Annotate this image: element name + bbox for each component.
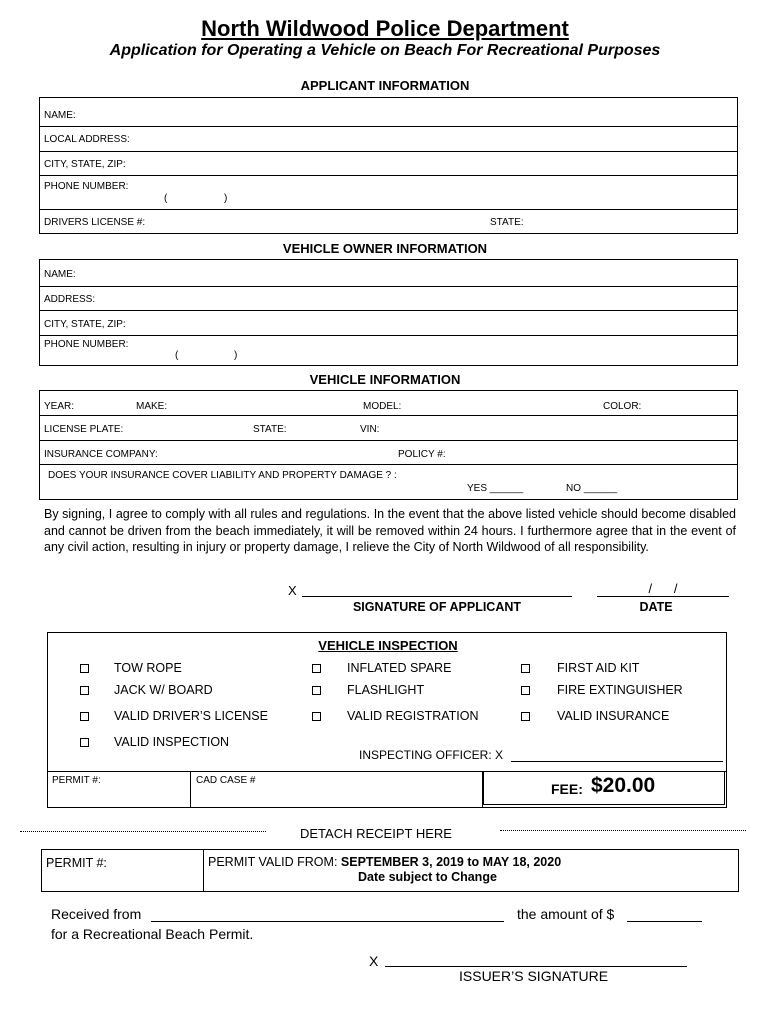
applicant-heading: APPLICANT INFORMATION — [300, 78, 470, 93]
vehicle-plate-label: LICENSE PLATE: — [44, 424, 124, 435]
valid-from-dates: SEPTEMBER 3, 2019 to MAY 18, 2020 — [340, 855, 562, 869]
inspection-fire-extinguisher: FIRE EXTINGUISHER — [557, 683, 683, 697]
issuer-signature-label: ISSUER’S SIGNATURE — [459, 968, 609, 984]
owner-address-label: ADDRESS: — [44, 294, 96, 305]
inspection-first-aid-kit: FIRST AID KIT — [557, 661, 640, 675]
inspection-heading: VEHICLE INSPECTION — [318, 638, 458, 653]
applicant-license-row[interactable] — [40, 210, 737, 233]
inspection-jack: JACK W/ BOARD — [114, 683, 213, 697]
vehicle-insurance-label: INSURANCE COMPANY: — [44, 449, 158, 460]
inspection-inflated-spare: INFLATED SPARE — [347, 661, 452, 675]
applicant-license-label: DRIVERS LICENSE #: — [44, 217, 146, 228]
permit-divider — [190, 771, 191, 807]
page-title: North Wildwood Police Department — [201, 16, 569, 41]
applicant-signature-x: X — [288, 583, 297, 598]
owner-address-row[interactable] — [40, 287, 737, 311]
vehicle-heading: VEHICLE INFORMATION — [309, 372, 461, 387]
applicant-local-address-label: LOCAL ADDRESS: — [44, 134, 130, 145]
owner-phone-row[interactable] — [40, 336, 737, 365]
inspection-cad-case-label[interactable]: CAD CASE # — [196, 775, 256, 786]
vehicle-row-2[interactable] — [40, 416, 737, 441]
inspection-box — [47, 632, 727, 808]
inspection-flashlight: FLASHLIGHT — [347, 683, 425, 697]
owner-city-label: CITY, STATE, ZIP: — [44, 319, 126, 330]
checkbox-insurance[interactable] — [521, 712, 530, 721]
issuer-signature-x: X — [369, 953, 379, 969]
inspection-drivers-license: VALID DRIVER’S LICENSE — [114, 709, 268, 723]
date-label: DATE — [639, 600, 673, 614]
inspection-tow-rope: TOW ROPE — [114, 661, 182, 675]
amount-line[interactable] — [627, 921, 702, 922]
checkbox-first-aid-kit[interactable] — [521, 664, 530, 673]
recreational-permit-text: for a Recreational Beach Permit. — [51, 926, 254, 942]
insurance-question: DOES YOUR INSURANCE COVER LIABILITY AND PROPERTY DAMAGE ? : — [48, 470, 397, 481]
owner-name-label: NAME: — [44, 269, 76, 280]
detach-line-right — [500, 830, 746, 831]
owner-phone-paren-open: ( — [175, 350, 179, 361]
receipt-divider — [203, 850, 204, 891]
checkbox-flashlight[interactable] — [312, 686, 321, 695]
applicant-name-label: NAME: — [44, 110, 76, 121]
checkbox-inflated-spare[interactable] — [312, 664, 321, 673]
insurance-no[interactable]: NO ______ — [566, 483, 618, 494]
owner-name-row[interactable] — [40, 260, 737, 287]
vehicle-box — [39, 390, 738, 500]
applicant-name-row[interactable] — [40, 98, 737, 127]
checkbox-tow-rope[interactable] — [80, 664, 89, 673]
date-line[interactable] — [597, 596, 729, 597]
owner-phone-paren-close: ) — [234, 350, 238, 361]
receipt-box — [41, 849, 739, 892]
vehicle-color-label: COLOR: — [603, 401, 642, 412]
date-slashes: / / — [648, 581, 678, 596]
applicant-box — [39, 97, 738, 234]
inspection-registration: VALID REGISTRATION — [347, 709, 479, 723]
vehicle-model-label: MODEL: — [363, 401, 402, 412]
vehicle-state-label: STATE: — [253, 424, 287, 435]
owner-city-row[interactable] — [40, 311, 737, 336]
checkbox-drivers-license[interactable] — [80, 712, 89, 721]
detach-label: DETACH RECEIPT HERE — [300, 826, 452, 841]
applicant-phone-paren-open: ( — [164, 193, 168, 204]
owner-heading: VEHICLE OWNER INFORMATION — [282, 241, 488, 256]
inspection-insurance: VALID INSURANCE — [557, 709, 670, 723]
vehicle-year-label: YEAR: — [44, 401, 75, 412]
receipt-permit-label[interactable]: PERMIT #: — [46, 856, 107, 870]
applicant-phone-label: PHONE NUMBER: — [44, 181, 129, 192]
owner-box — [39, 259, 738, 366]
page-subtitle: Application for Operating a Vehicle on Beach For Recreational Purposes — [109, 42, 661, 59]
fee-value: $20.00 — [591, 774, 656, 797]
fee-label: FEE: — [551, 781, 583, 797]
checkbox-jack[interactable] — [80, 686, 89, 695]
inspecting-officer-line[interactable] — [511, 761, 723, 762]
inspecting-officer-label: INSPECTING OFFICER: X — [359, 748, 504, 762]
inspection-valid-inspection: VALID INSPECTION — [114, 735, 230, 749]
agreement-text: By signing, I agree to comply with all rules and regulations. In the event that the above listed vehicle should become disabled and cannot be driven from the beach immediately, it will be removed within 24 hours. I furthermore agree that in the event of any civil action, resulting in injury or property damage, I relieve the City of North Wildwood of all responsibility. — [44, 507, 736, 554]
vehicle-policy-label: POLICY #: — [398, 449, 446, 460]
checkbox-inspection[interactable] — [80, 738, 89, 747]
applicant-local-address-row[interactable] — [40, 127, 737, 152]
vehicle-row-3[interactable] — [40, 441, 737, 465]
received-from-label: Received from — [51, 906, 142, 922]
fee-cell — [482, 771, 726, 807]
applicant-phone-row[interactable] — [40, 176, 737, 210]
received-from-line[interactable] — [151, 921, 504, 922]
valid-from-label: PERMIT VALID FROM: — [208, 855, 338, 869]
applicant-signature-line[interactable] — [302, 596, 572, 597]
amount-label: the amount of $ — [517, 906, 615, 922]
owner-phone-label: PHONE NUMBER: — [44, 339, 129, 350]
vehicle-make-label: MAKE: — [136, 401, 168, 412]
applicant-license-state-label: STATE: — [490, 217, 524, 228]
date-subject-note: Date subject to Change — [358, 870, 497, 884]
issuer-signature-line[interactable] — [385, 966, 687, 967]
applicant-signature-label: SIGNATURE OF APPLICANT — [352, 600, 522, 614]
applicant-phone-paren-close: ) — [224, 193, 228, 204]
vehicle-row-4[interactable] — [40, 465, 737, 499]
valid-from-line — [208, 855, 561, 869]
inspection-permit-label[interactable]: PERMIT #: — [52, 775, 101, 786]
applicant-city-label: CITY, STATE, ZIP: — [44, 159, 126, 170]
applicant-city-row[interactable] — [40, 152, 737, 176]
checkbox-registration[interactable] — [312, 712, 321, 721]
vehicle-vin-label: VIN: — [360, 424, 380, 435]
vehicle-row-1[interactable] — [40, 391, 737, 416]
insurance-yes[interactable]: YES ______ — [467, 483, 524, 494]
detach-line-left — [20, 831, 266, 832]
checkbox-fire-extinguisher[interactable] — [521, 686, 530, 695]
